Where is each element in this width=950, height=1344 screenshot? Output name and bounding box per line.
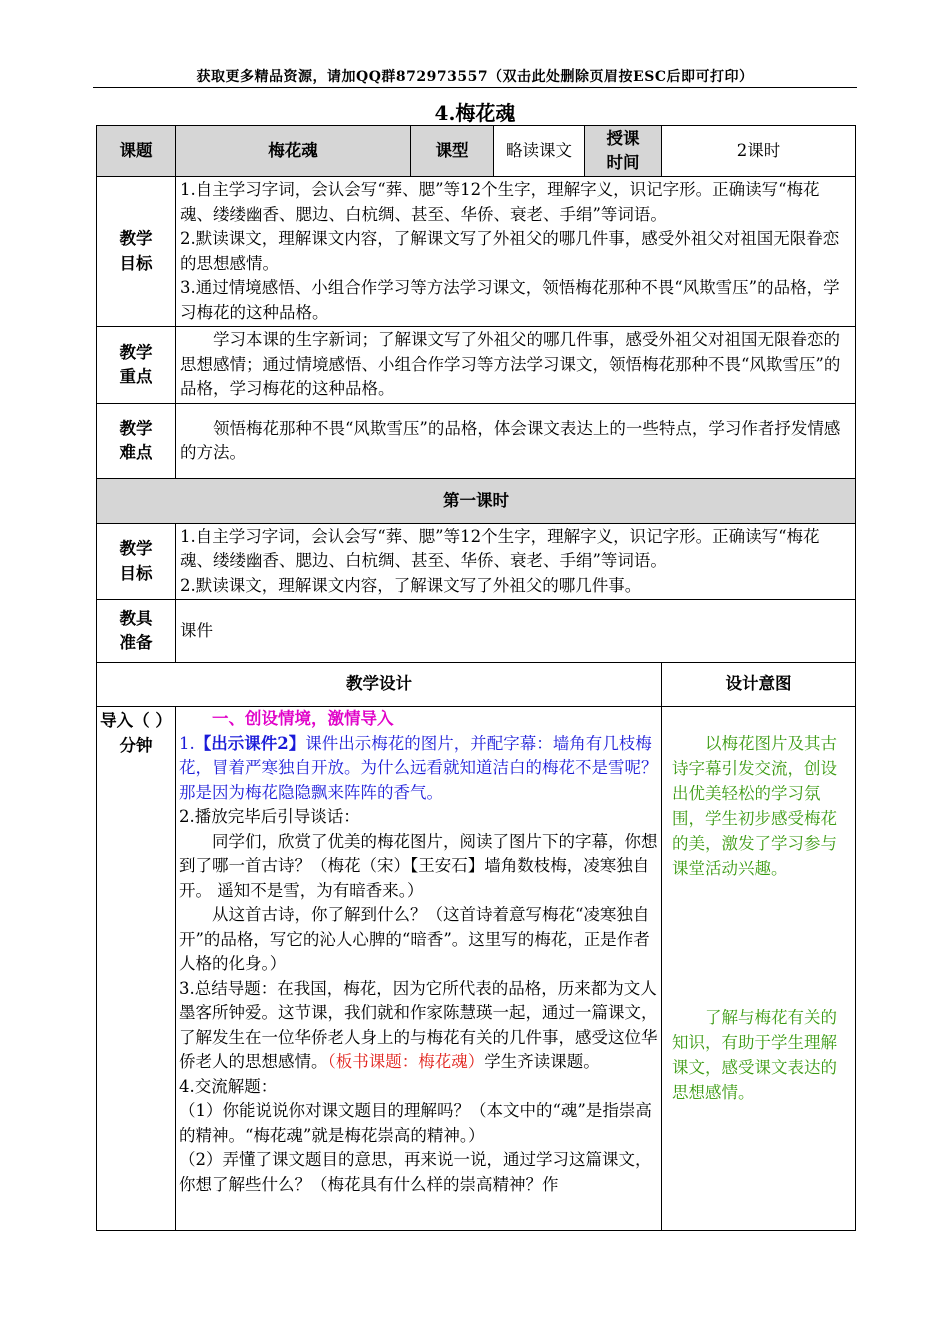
lesson-plan-table: [96, 125, 856, 1231]
document-title: 4.梅花魂: [434, 101, 516, 125]
section-title: 一、创设情境，激情导入: [212, 709, 394, 728]
intent-label: 设计意图: [662, 663, 856, 707]
tools-label: 教具准备: [97, 600, 176, 663]
header-note: 获取更多精品资源，请加QQ群872973557（双击此处删除页眉按ESC后即可打印）: [196, 69, 754, 85]
lesson1-heading-row: [97, 479, 856, 524]
courseware-tag: 【出示课件2】: [194, 733, 306, 753]
key-points-text: 学习本课的生字新词；了解课文写了外祖父的哪几件事，感受外祖父对祖国无限眷恋的思想感情；通过情境感悟、小组合作学习等方法学习课文，领悟梅花那种不畏“风欺雪压”的品格，学习梅花的这种品格。: [180, 330, 841, 399]
lesson1-heading: 第一课时: [97, 479, 856, 524]
difficulties-text: 领悟梅花那种不畏“风欺雪压”的品格，体会课文表达上的一些特点，学习作者抒发情感的方法。: [180, 418, 841, 462]
design-label: 教学设计: [97, 663, 662, 707]
step4: 4.交流解题：: [179, 1076, 278, 1096]
tools-row: [97, 600, 856, 663]
intent2: 了解与梅花有关的知识，有助于学生理解课文，感受课文表达的思想感情。: [672, 1008, 837, 1102]
key-points-row: [97, 327, 856, 404]
time-value: 2课时: [662, 126, 856, 177]
goal-item: 3.通过情境感悟、小组合作学习等方法学习课文，领悟梅花那种不畏“风欺雪压”的品格，学习梅花的这种品格。: [180, 278, 840, 322]
lesson1-goal-item: 2.默读课文，理解课文内容，了解课文写了外祖父的哪几件事。: [180, 575, 642, 595]
design-content-row: [97, 707, 856, 1231]
board-title-note: （板书课题：梅花魂）: [327, 1052, 485, 1071]
topic-value: 梅花魂: [176, 126, 411, 177]
design-header-row: [97, 663, 856, 707]
header-divider: [93, 87, 857, 88]
info-row: [97, 126, 856, 177]
step2-para2: 从这首古诗，你了解到什么？（这首诗着意写梅花“凌寒独自开”的品格，写它的沁人心脾的“暗香”。这里写的梅花，正是作者人格的化身。）: [179, 905, 650, 973]
step4-q1: （1）你能说说你对课文题目的理解吗？（本文中的“魂”是指崇高的精神。“梅花魂”就是梅花崇高的精神。）: [179, 1101, 652, 1145]
type-value: 略读课文: [494, 126, 585, 177]
step1-prefix: 1.: [179, 733, 195, 753]
goals-label: 教学目标: [97, 177, 176, 327]
step3-text: 3.总结导题：在我国，梅花，因为它所代表的品格，历来都为文人墨客所钟爱。这节课，我们就和作家陈慧瑛一起，通过一篇课文，了解发生在一位华侨老人身上的与梅花有关的几件事，感受这位华侨老人的思想感情。: [179, 978, 658, 1071]
intent-content: [662, 707, 856, 1231]
goal-item: 1.自主学习字词，会认会写“葬、腮”等12个生字，理解字义，识记字形。正确读写“梅花魂、缕缕幽香、腮边、白杭绸、甚至、华侨、衰老、手绢”等词语。: [180, 180, 820, 224]
step3-tail: 学生齐读课题。: [484, 1052, 600, 1071]
lesson1-goals-content: [176, 524, 856, 600]
step4-q2: （2）弄懂了课文题目的意思，再来说一说，通过学习这篇课文，你想了解些什么？（梅花具有什么样的崇高精神？作: [179, 1150, 652, 1194]
label-time: 授课时间: [585, 126, 662, 177]
key-points-content: [176, 327, 856, 404]
goals-content: [176, 177, 856, 327]
goals-row: [97, 177, 856, 327]
label-topic: 课题: [97, 126, 176, 177]
step1: [179, 732, 658, 806]
difficulties-row: [97, 404, 856, 479]
stage-label: 导入（ ）分钟: [97, 707, 176, 1231]
lesson1-goals-label: 教学目标: [97, 524, 176, 600]
step2-para1: 同学们，欣赏了优美的梅花图片，阅读了图片下的字幕，你想到了哪一首古诗？（梅花（宋）【王安石】墙角数枝梅，凌寒独自开。 遥知不是雪，为有暗香来。）: [179, 831, 658, 900]
intent1: 以梅花图片及其古诗字幕引发交流，创设出优美轻松的学习氛围，学生初步感受梅花的美，激发了学习参与课堂活动兴趣。: [672, 734, 837, 878]
step1-text: 课件出示梅花的图片，并配字幕：墙角有几枝梅花，冒着严寒独自开放。为什么远看就知道洁白的梅花不是雪呢？那是因为梅花隐隐飘来阵阵的香气。: [179, 733, 658, 802]
goal-item: 2.默读课文，理解课文内容，了解课文写了外祖父的哪几件事，感受外祖父对祖国无限眷恋的思想感情。: [180, 229, 840, 273]
difficulties-label: 教学难点: [97, 404, 176, 479]
tools-value: 课件: [176, 600, 856, 663]
step3: [179, 977, 658, 1075]
design-content: [176, 707, 662, 1231]
label-type: 课型: [411, 126, 494, 177]
step2: 2.播放完毕后引导谈话：: [179, 807, 360, 826]
lesson1-goals-row: [97, 524, 856, 600]
difficulties-content: [176, 404, 856, 479]
key-points-label: 教学重点: [97, 327, 176, 404]
lesson1-goal-item: 1.自主学习字词，会认会写“葬、腮”等12个生字，理解字义，识记字形。正确读写“梅花魂、缕缕幽香、腮边、白杭绸、甚至、华侨、衰老、手绢”等词语。: [180, 526, 820, 571]
